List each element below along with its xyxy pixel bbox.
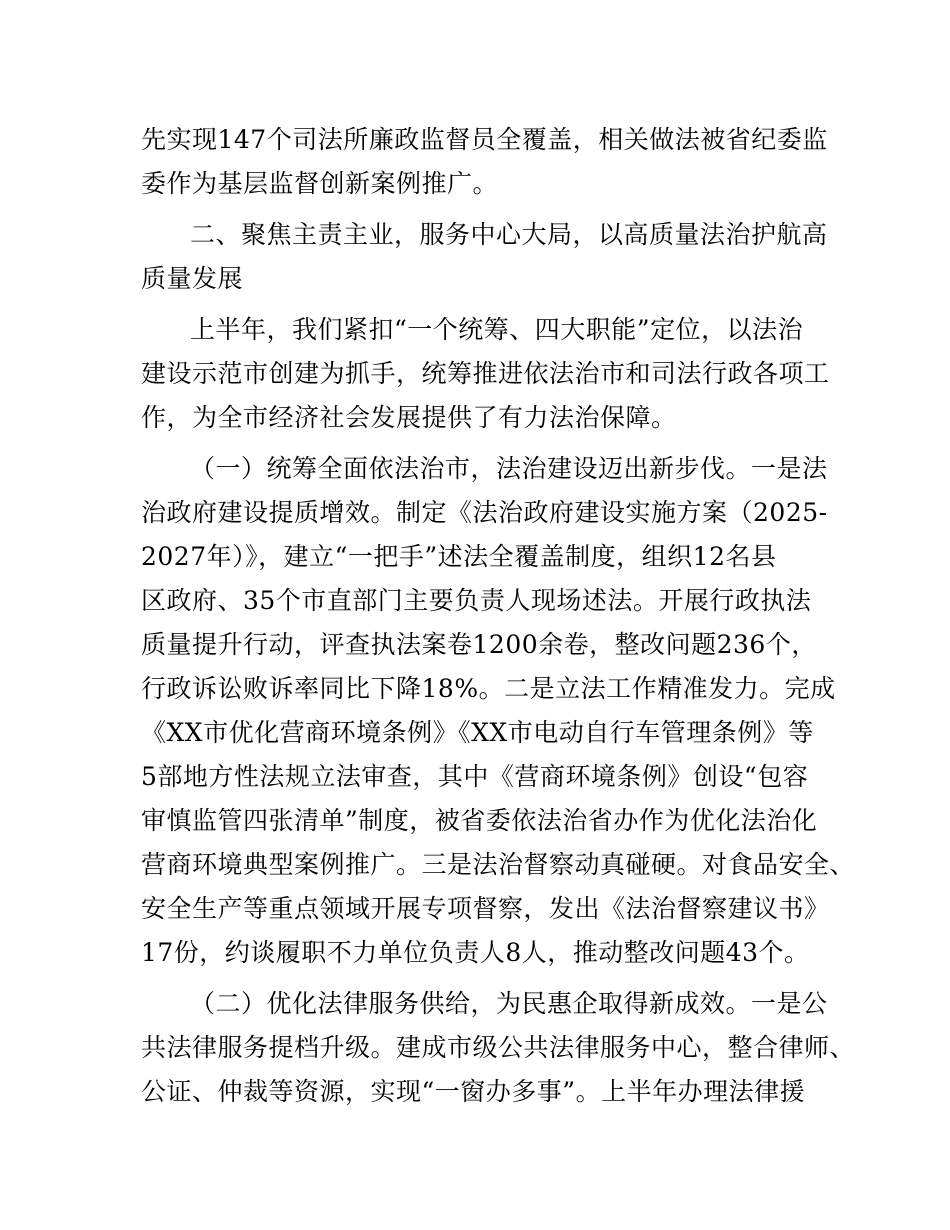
- text-line: 行政诉讼败诉率同比下降18%。二是立法工作精准发力。完成: [141, 674, 836, 703]
- section-heading: 二、聚焦主责主业，服务中心大局，以高质量法治护航高: [190, 220, 828, 249]
- text-line: 治政府建设提质增效。制定《法治政府建设实施方案（2025-: [141, 498, 828, 527]
- text-line: 公证、仲裁等资源，实现“一窗办多事”。上半年办理法律援: [141, 1077, 806, 1106]
- text-line: 共法律服务提档升级。建成市级公共法律服务中心，整合律师、: [141, 1033, 856, 1062]
- text-line: 安全生产等重点领域开展专项督察，发出《法治督察建议书》: [141, 894, 830, 923]
- text-line: 区政府、35个市直部门主要负责人现场述法。开展行政执法: [141, 586, 812, 615]
- text-line: 上半年，我们紧扣“一个统筹、四大职能”定位，以法治: [190, 315, 804, 344]
- text-line: 《XX市优化营商环境条例》《XX市电动自行车管理条例》等: [141, 718, 814, 747]
- text-line: 委作为基层监督创新案例推广。: [141, 169, 499, 198]
- text-line: （一）统筹全面依法治市，法治建设迈出新步伐。一是法: [190, 454, 828, 483]
- text-line: 营商环境典型案例推广。三是法治督察动真碰硬。对食品安全、: [141, 850, 856, 879]
- text-line: 建设示范市创建为抓手，统筹推进依法治市和司法行政各项工: [141, 359, 830, 388]
- text-line: 作，为全市经济社会发展提供了有力法治保障。: [141, 403, 677, 432]
- section-heading: 质量发展: [141, 264, 244, 293]
- text-line: （二）优化法律服务供给，为民惠企取得新成效。一是公: [190, 989, 828, 1018]
- text-line: 审慎监管四张清单”制度，被省委依法治省办作为优化法治化: [141, 806, 818, 835]
- text-line: 2027年）》，建立“一把手”述法全覆盖制度，组织12名县: [141, 542, 777, 571]
- text-line: 5部地方性法规立法审查，其中《营商环境条例》创设“包容: [141, 762, 809, 791]
- text-line: 17份，约谈履职不力单位负责人8人，推动整改问题43个。: [141, 938, 810, 967]
- text-line: 质量提升行动，评查执法案卷1200余卷，整改问题236个，: [141, 630, 817, 659]
- text-line: 先实现147个司法所廉政监督员全覆盖，相关做法被省纪委监: [141, 125, 828, 154]
